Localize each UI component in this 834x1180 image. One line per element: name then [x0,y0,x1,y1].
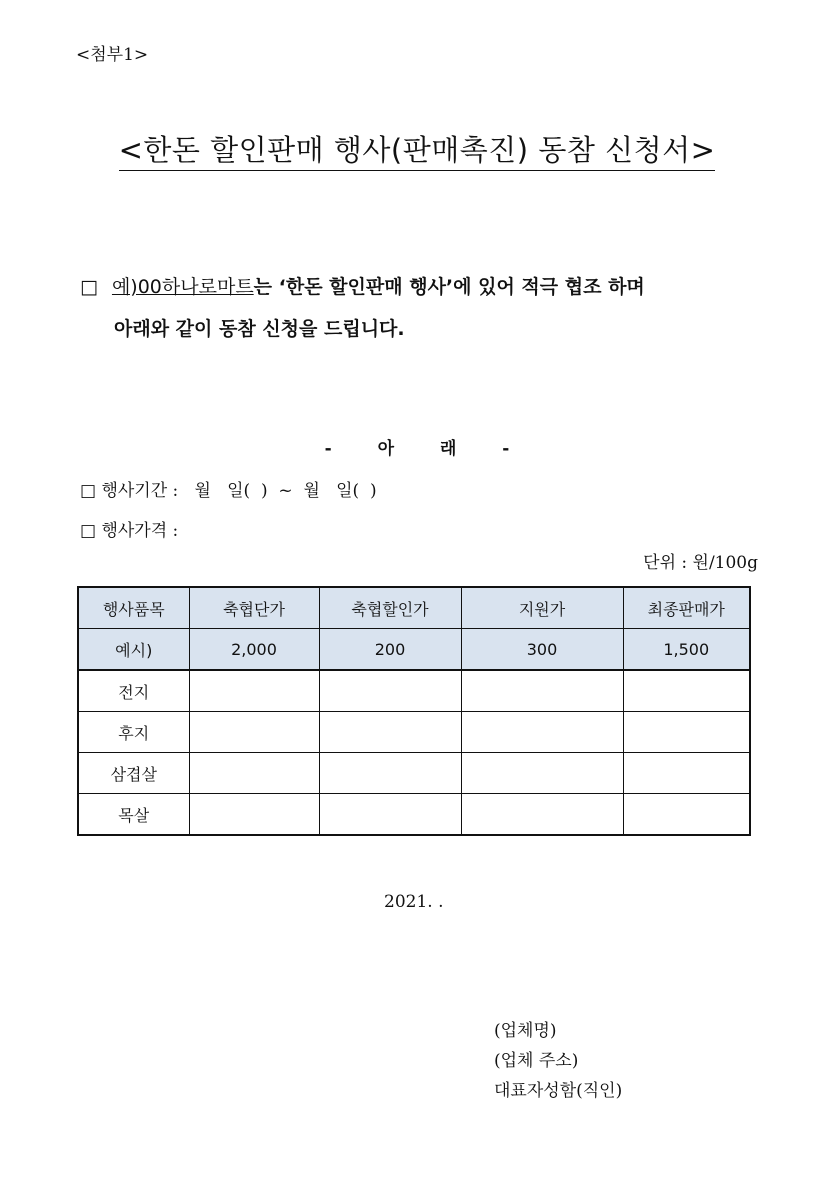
intro-paragraph [80,266,760,350]
table-cell[interactable] [189,753,319,794]
document-title [0,128,834,169]
table-row [78,794,750,836]
table-cell: 후지 [78,712,189,753]
table-cell[interactable] [623,794,750,836]
header-item: 행사품목 [78,587,189,629]
event-period: □ 행사기간 : 월 일( ) ~ 월 일( ) [80,481,377,501]
event-price: □ 행사가격 : [80,521,179,541]
table-cell[interactable] [319,753,461,794]
signature-company-name: (업체명) [494,1021,557,1041]
header-coop-discount: 축협할인가 [319,587,461,629]
table-cell[interactable] [189,794,319,836]
price-table [77,586,751,836]
table-row [78,753,750,794]
table-cell[interactable] [461,794,623,836]
document-title-text: <한돈 할인판매 행사(판매촉진) 동참 신청서> [119,133,716,171]
attachment-label: <첨부1> [76,45,149,65]
table-cell: 300 [461,629,623,671]
table-cell[interactable] [623,753,750,794]
table-cell: 예시) [78,629,189,671]
intro-text-wrap [112,266,645,308]
table-cell[interactable] [319,670,461,712]
application-date: 2021. . [384,892,444,912]
table-cell[interactable] [461,753,623,794]
table-row [78,712,750,753]
intro-line-2: 아래와 같이 동참 신청을 드립니다. [114,318,405,340]
company-example: 예)00하나로마트 [111,276,254,298]
unit-label: 단위 : 원/100g [643,553,758,573]
header-support-price: 지원가 [461,587,623,629]
intro-line-1-text [112,266,760,308]
signature-company-address: (업체 주소) [494,1051,579,1071]
table-cell: 200 [319,629,461,671]
table-cell[interactable] [461,670,623,712]
table-cell[interactable] [461,712,623,753]
table-cell: 목살 [78,794,189,836]
table-header-row [78,587,750,629]
table-cell[interactable] [623,712,750,753]
table-cell[interactable] [189,712,319,753]
table-row [78,670,750,712]
table-cell: 전지 [78,670,189,712]
below-heading: - 아 래 - [324,439,510,459]
intro-checkbox: □ [80,276,98,298]
signature-representative: 대표자성함(직인) [494,1081,623,1101]
header-coop-price: 축협단가 [189,587,319,629]
table-cell[interactable] [623,670,750,712]
table-cell[interactable] [189,670,319,712]
header-final-price: 최종판매가 [623,587,750,629]
table-cell: 2,000 [189,629,319,671]
table-cell[interactable] [319,794,461,836]
table-cell[interactable] [319,712,461,753]
table-row-example [78,629,750,671]
table-cell: 삼겹살 [78,753,189,794]
table-cell: 1,500 [623,629,750,671]
intro-line-1 [80,266,760,308]
intro-line-1-rest: 는 ‘한돈 할인판매 행사’에 있어 적극 협조 하며 [253,276,645,298]
